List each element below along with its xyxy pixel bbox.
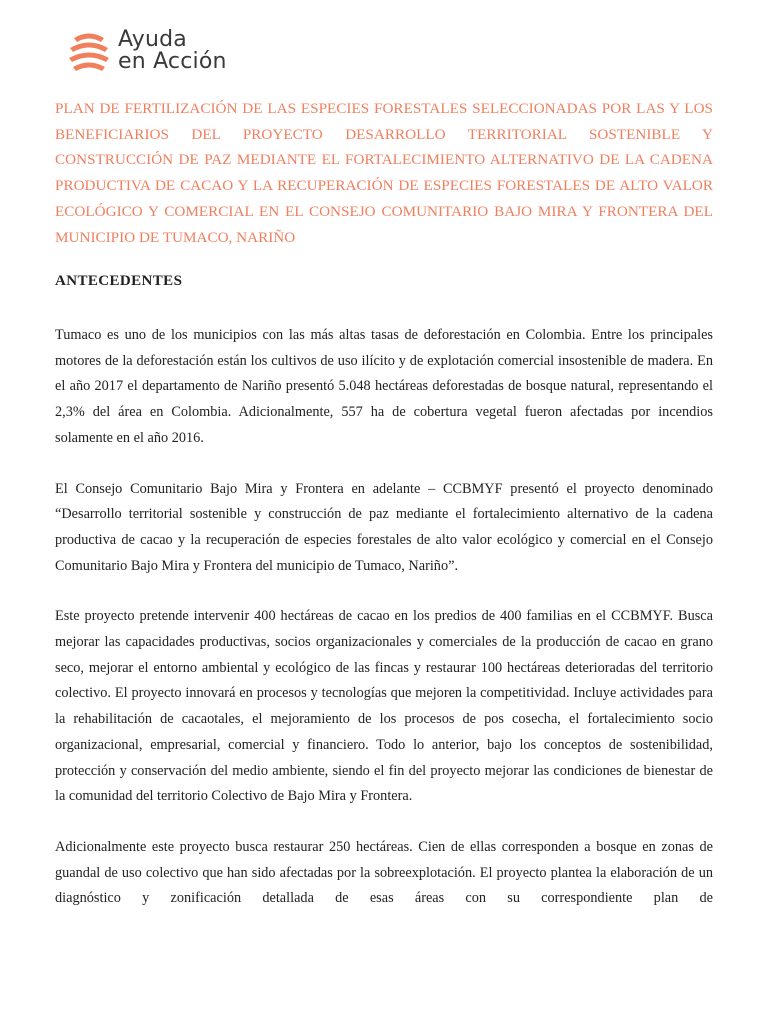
paragraph-4: Adicionalmente este proyecto busca restaurar 250 hectáreas. Cien de ellas corresponden a bosque en zonas de guandal de uso colectivo que han sido afectadas por la sobreexplotación. El proyecto plantea la elaboración de un diagnóstico y zonificación detallada de esas áreas con su correspondiente plan de <box>55 838 713 907</box>
brand-line-2: en Acción <box>118 49 227 74</box>
paragraph-2: El Consejo Comunitario Bajo Mira y Frontera en adelante – CCBMYF presentó el proyecto denominado “Desarrollo territorial sostenible y construcción de paz mediante el fortalecimiento alternativo de la cadena productiva de cacao y la recuperación de especies forestales de alto valor ecológico y comercial en el Consejo Comunitario Bajo Mira y Frontera del municipio de Tumaco, Nariño”. <box>55 480 713 574</box>
body-text <box>55 323 713 937</box>
document-title: PLAN DE FERTILIZACIÓN DE LAS ESPECIES FORESTALES SELECCIONADAS POR LAS Y LOS BENEFICIARIOS DEL PROYECTO DESARROLLO TERRITORIAL SOSTENIBLE Y CONSTRUCCIÓN DE PAZ MEDIANTE EL FORTALECIMIENTO ALTERNATIVO DE LA CADENA PRODUCTIVA DE CACAO Y LA RECUPERACIÓN DE ESPECIES FORESTALES DE ALTO VALOR ECOLÓGICO Y COMERCIAL EN EL CONSEJO COMUNITARIO BAJO MIRA Y FRONTERA DEL MUNICIPIO DE TUMACO, NARIÑO <box>55 100 713 246</box>
section-heading-antecedentes: ANTECEDENTES <box>55 273 183 289</box>
brand-logo <box>66 26 227 76</box>
brand-wordmark <box>118 29 227 73</box>
ayuda-en-accion-logo-icon <box>66 28 112 74</box>
paragraph-3: Este proyecto pretende intervenir 400 hectáreas de cacao en los predios de 400 familias en el CCBMYF. Busca mejorar las capacidades productivas, socios organizacionales y comerciales de la producción de cacao en grano seco, mejorar el entorno ambiental y ecológico de las fincas y restaurar 100 hectáreas deterioradas del territorio colectivo. El proyecto innovará en procesos y tecnologías que mejoren la competitividad. Incluye actividades para la rehabilitación de cacaotales, el mejoramiento de los procesos de pos cosecha, el fortalecimiento socio organizacional, empresarial, comercial y financiero. Todo lo anterior, bajo los conceptos de sostenibilidad, protección y conservación del medio ambiente, siendo el fin del proyecto mejorar las condiciones de bienestar de la comunidad del territorio Colectivo de Bajo Mira y Frontera. <box>55 608 713 805</box>
paragraph-1: Tumaco es uno de los municipios con las más altas tasas de deforestación en Colombia. Entre los principales motores de la deforestación están los cultivos de uso ilícito y de explotación comercial insostenible de madera. En el año 2017 el departamento de Nariño presentó 5.048 hectáreas deforestadas de bosque natural, representando el 2,3% del área en Colombia. Adicionalmente, 557 ha de cobertura vegetal fueron afectadas por incendios solamente en el año 2016. <box>55 327 713 446</box>
brand-line-1: Ayuda <box>118 27 187 52</box>
